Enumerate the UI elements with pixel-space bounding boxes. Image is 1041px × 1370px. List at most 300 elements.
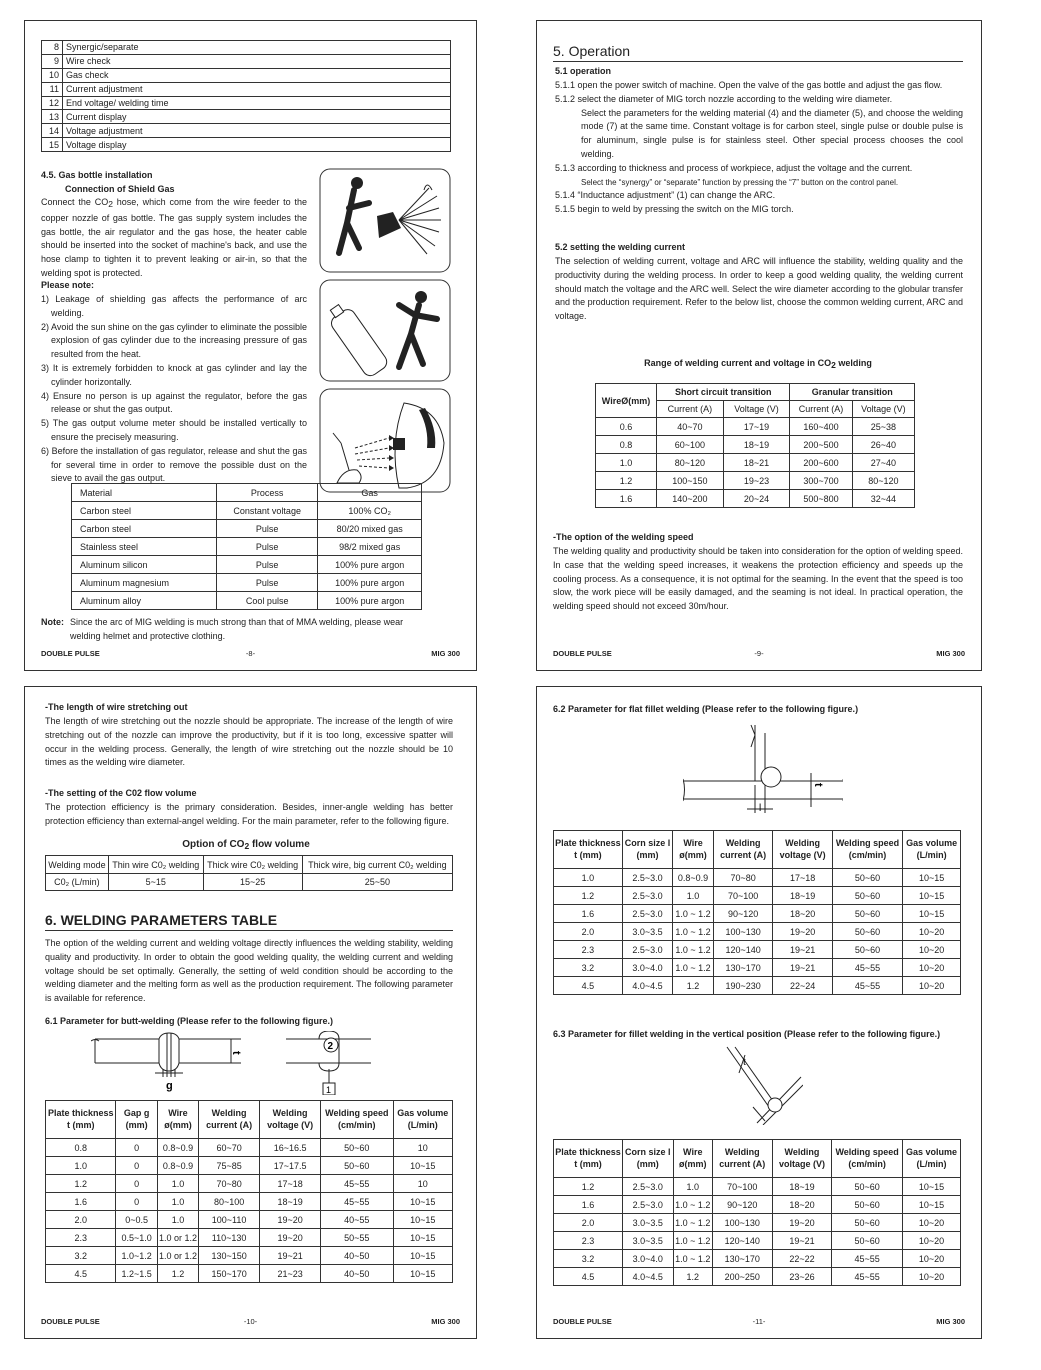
table-cell: 50~60	[832, 887, 902, 905]
table-cell: 18~19	[723, 436, 790, 454]
legend-number: 13	[42, 110, 63, 124]
note-item: 5) The gas output volume meter should be installed vertically to ensure the precisely measuring.	[41, 418, 307, 442]
table-cell: 1.0 or 1.2	[157, 1229, 198, 1247]
table-cell: 18~19	[773, 887, 832, 905]
table-cell: 27~40	[852, 454, 914, 472]
table-cell: 40~70	[657, 418, 724, 436]
table-subheader: Current (A)	[657, 401, 724, 418]
table-cell: 0	[116, 1175, 157, 1193]
table-cell: 17~17.5	[260, 1157, 321, 1175]
table-cell: 1.0~1.2	[116, 1247, 157, 1265]
table-cell: 1.0	[673, 887, 714, 905]
granular-header: Granular transition	[790, 384, 915, 401]
legend-row	[42, 110, 451, 124]
table-row	[46, 1175, 453, 1193]
page-11	[536, 686, 982, 1339]
legend-label: Voltage display	[63, 138, 451, 152]
page-number: -8-	[245, 649, 256, 658]
gas-paragraph: Connect the CO2 hose, which come from the wire feeder to the copper nozzle of gas bottle. The gas supply system includes the gas bottle, the air regulator and the gas hose, the heater cable should be inserted into the socket of machine's back, and use the hose clamp to tighten it to prevent leaking or air-in, so that the welding spot is protected.	[41, 197, 307, 278]
table-cell: 100% pure argon	[318, 592, 422, 610]
table-cell: 0.8	[46, 1139, 116, 1157]
table-cell: 10~20	[902, 1250, 960, 1268]
table-cell: 75~85	[199, 1157, 260, 1175]
table-cell: Pulse	[217, 520, 318, 538]
note-item: 4) Ensure no person is up against the regulator, before the gas release or shut the gas output.	[41, 390, 307, 415]
table-cell: 60~100	[657, 436, 724, 454]
please-note: Please note:	[41, 280, 95, 290]
legend-label: Gas check	[63, 68, 451, 82]
table-cell: 3.0~4.0	[622, 959, 673, 977]
table-row	[554, 941, 961, 959]
table-header: Gas volume (L/min)	[902, 1140, 960, 1178]
wire-header: WireØ(mm)	[596, 384, 657, 418]
wire-length-paragraph: The length of wire stretching out the nozzle should be appropriate. The increase of the length of wire stretching out of the nozzle can improve the productivity, but if it is too long, excessive spatter will occur in the welding process. Generally, the length of wire stretching out the nozzle should be 10 times as the welding wire diameter.	[45, 716, 453, 768]
table-cell: 5~15	[108, 874, 203, 891]
page-10	[24, 686, 477, 1339]
table-header: Welding speed (cm/min)	[832, 831, 902, 869]
table-cell: 1.0 ~ 1.2	[673, 941, 714, 959]
s52-heading: 5.2 setting the welding current	[555, 242, 686, 252]
table-row	[554, 1214, 961, 1232]
table-cell: 45~55	[832, 1250, 903, 1268]
table-cell: 50~60	[832, 1178, 903, 1196]
note-item: 3) It is extremely forbidden to knock at gas cylinder and lay the cylinder horizontally.	[41, 362, 307, 387]
table-cell: 0.8~0.9	[157, 1139, 198, 1157]
table-row	[554, 1268, 961, 1286]
table-cell: 100% pure argon	[318, 574, 422, 592]
wire-length-title: -The length of wire stretching out	[45, 702, 188, 712]
table-cell: 90~120	[712, 1196, 772, 1214]
footer-right: MIG 300	[431, 1317, 460, 1326]
table-cell: 80~120	[657, 454, 724, 472]
table-cell: 0.8~0.9	[673, 869, 714, 887]
vertical-fillet-table	[553, 1139, 961, 1286]
co2-flow-paragraph: The protection efficiency is the primary consideration. Besides, inner-angle welding has better protection efficiency than external-angel welding. For the main parameter, refer to the following figure.	[45, 802, 453, 826]
table-cell: 1.2	[554, 887, 623, 905]
notes-list	[41, 293, 307, 486]
s62-heading: 6.2 Parameter for flat fillet welding (Please refer to the following figure.)	[553, 704, 859, 714]
table-cell: 2.0	[46, 1211, 116, 1229]
table-cell: 1.0	[46, 1157, 116, 1175]
table-cell: 100% pure argon	[318, 556, 422, 574]
table-row	[554, 923, 961, 941]
table-cell: 0	[116, 1139, 157, 1157]
range-table-title: Range of welding current and voltage in CO2 welding	[644, 358, 872, 370]
table-row	[46, 1229, 453, 1247]
table-cell: 1.2	[673, 1268, 712, 1286]
table-cell: 19~20	[772, 1214, 832, 1232]
table-header: Thick wire, big current C0₂ welding	[302, 856, 452, 874]
table-cell: 18~19	[772, 1178, 832, 1196]
s51-heading: 5.1 operation	[555, 66, 612, 76]
legend-label: Current display	[63, 110, 451, 124]
fig-label-g: g	[166, 1080, 173, 1092]
table-header: Plate thickness t (mm)	[554, 831, 623, 869]
table-header: Welding voltage (V)	[772, 1140, 832, 1178]
table-header: Welding voltage (V)	[260, 1101, 321, 1139]
table-cell: 10~15	[393, 1157, 452, 1175]
table-row	[554, 1250, 961, 1268]
table-row	[46, 1193, 453, 1211]
table-cell: 4.5	[46, 1265, 116, 1283]
footer	[553, 1317, 965, 1326]
table-header: Thin wire C0₂ welding	[108, 856, 203, 874]
table-row	[554, 869, 961, 887]
legend-label: Synergic/separate	[63, 41, 451, 55]
table-cell: 1.0	[596, 454, 657, 472]
table-cell: Pulse	[217, 574, 318, 592]
cylinder-warning-illustration	[319, 279, 451, 382]
table-cell: 19~21	[260, 1247, 321, 1265]
table-cell: 10~15	[902, 1178, 960, 1196]
table-header: Welding voltage (V)	[773, 831, 832, 869]
table-cell: 1.2	[554, 1178, 623, 1196]
table-cell: 200~250	[712, 1268, 772, 1286]
table-cell: 70~80	[713, 869, 773, 887]
table-cell: 1.0	[673, 1178, 712, 1196]
butt-weld-table	[45, 1100, 453, 1283]
table-cell: 50~60	[832, 1196, 903, 1214]
flow-table	[45, 855, 453, 891]
table-cell: Pulse	[217, 538, 318, 556]
table-cell: 80~100	[199, 1193, 260, 1211]
table-cell: 1.2	[673, 977, 714, 995]
table-row	[72, 538, 422, 556]
table-cell: 0.8	[596, 436, 657, 454]
table-cell: Carbon steel	[72, 502, 217, 520]
table-cell: 100~150	[657, 472, 724, 490]
helmet-note: Note: Since the arc of MIG welding is much strong than that of MMA welding, please wear welding helmet and protective clothing.	[41, 617, 404, 641]
page-8	[24, 20, 477, 671]
fig-label-t: t	[812, 783, 824, 787]
table-cell: 50~55	[321, 1229, 394, 1247]
table-row	[554, 905, 961, 923]
table-cell: 300~700	[790, 472, 852, 490]
table-cell: 2.5~3.0	[622, 1196, 673, 1214]
table-row	[46, 1157, 453, 1175]
table-row	[596, 472, 915, 490]
table-cell: 100% CO₂	[318, 502, 422, 520]
legend-number: 15	[42, 138, 63, 152]
table-cell: 0~0.5	[116, 1211, 157, 1229]
legend-label: Wire check	[63, 54, 451, 68]
footer-left: DOUBLE PULSE	[41, 649, 100, 658]
table-cell: 50~60	[832, 941, 902, 959]
table-header: Welding mode	[46, 856, 109, 874]
table-cell: 98/2 mixed gas	[318, 538, 422, 556]
footer	[41, 649, 460, 658]
table-row	[46, 1211, 453, 1229]
table-row	[554, 959, 961, 977]
table-cell: 1.0 ~ 1.2	[673, 923, 714, 941]
table-cell: 100~130	[712, 1214, 772, 1232]
table-cell: 15~25	[203, 874, 302, 891]
table-cell: 22~22	[772, 1250, 832, 1268]
table-cell: 10~15	[393, 1211, 452, 1229]
table-cell: 100~110	[199, 1211, 260, 1229]
table-cell: 45~55	[832, 977, 902, 995]
table-row	[596, 490, 915, 508]
butt-weld-figure	[91, 1031, 421, 1095]
table-cell: 140~200	[657, 490, 724, 508]
table-cell: Aluminum silicon	[72, 556, 217, 574]
table-row	[72, 556, 422, 574]
table-cell: Cool pulse	[217, 592, 318, 610]
table-row	[554, 1178, 961, 1196]
table-cell: 1.0	[554, 869, 623, 887]
table-row	[46, 1247, 453, 1265]
legend-label: End voltage/ welding time	[63, 96, 451, 110]
table-cell: 120~140	[713, 941, 773, 959]
table-cell: Aluminum magnesium	[72, 574, 217, 592]
table-header: Wire ø(mm)	[157, 1101, 198, 1139]
table-header: Welding speed (cm/min)	[321, 1101, 394, 1139]
table-cell: Aluminum alloy	[72, 592, 217, 610]
table-header: Gas volume (L/min)	[903, 831, 961, 869]
footer-right: MIG 300	[936, 1317, 965, 1326]
legend-row	[42, 124, 451, 138]
fig-label-t: t	[743, 1057, 746, 1068]
table-cell: 2.5~3.0	[622, 1178, 673, 1196]
table-cell: 2.5~3.0	[622, 887, 673, 905]
short-circuit-header: Short circuit transition	[657, 384, 790, 401]
table-header: Plate thickness t (mm)	[46, 1101, 116, 1139]
table-cell: 3.0~3.5	[622, 1232, 673, 1250]
table-cell: 130~150	[199, 1247, 260, 1265]
table-cell: 45~55	[832, 959, 902, 977]
fig-label-1: 1	[326, 1085, 332, 1095]
table-row	[596, 436, 915, 454]
material-table	[71, 483, 422, 610]
table-cell: 0.6	[596, 418, 657, 436]
table-header: Gas	[318, 484, 422, 502]
table-cell: 2.5~3.0	[622, 869, 673, 887]
table-cell: 10~15	[903, 905, 961, 923]
section6-title: 6. WELDING PARAMETERS TABLE	[45, 912, 453, 931]
note-item: 2) Avoid the sun shine on the gas cylinder to eliminate the possible explosion of gas cylinder due to the increasing pressure of gas resulted from the heat.	[41, 321, 307, 360]
fig-label-l: l	[759, 803, 762, 814]
table-cell: 2.5~3.0	[622, 905, 673, 923]
table-row	[72, 574, 422, 592]
table-cell: 1.6	[554, 1196, 623, 1214]
table-cell: 20~24	[723, 490, 790, 508]
table-row	[554, 1196, 961, 1214]
table-cell: 17~18	[773, 869, 832, 887]
table-row	[46, 1265, 453, 1283]
table-cell: 10~15	[393, 1247, 452, 1265]
table-cell: 1.0	[157, 1211, 198, 1229]
table-header: Wire ø(mm)	[673, 1140, 712, 1178]
table-row	[596, 418, 915, 436]
page-9	[536, 20, 982, 671]
table-cell: 0	[116, 1193, 157, 1211]
table-cell: 10	[393, 1175, 452, 1193]
table-cell: 25~50	[302, 874, 452, 891]
legend-row	[42, 96, 451, 110]
table-cell: 200~600	[790, 454, 852, 472]
table-row	[554, 887, 961, 905]
table-cell: 1.2	[596, 472, 657, 490]
table-cell: 2.5~3.0	[622, 941, 673, 959]
section6-paragraph: The option of the welding current and welding voltage directly influences the welding stability, welding quality and productivity. In order to obtain the good welding quality, the welding current and welding voltage should be set optimally. Generally, the setting of weld condition should be according to the welding diameter and the melting form as well as the production requirement. The following parameter is available for reference.	[45, 938, 453, 1004]
table-cell: 60~70	[199, 1139, 260, 1157]
table-cell: 200~500	[790, 436, 852, 454]
table-cell: 22~24	[773, 977, 832, 995]
table-cell: 40~55	[321, 1211, 394, 1229]
legend-row	[42, 54, 451, 68]
note-item: 1) Leakage of shielding gas affects the performance of arc welding.	[41, 294, 307, 318]
table-cell: 10~20	[902, 1268, 960, 1286]
table-cell: 130~170	[713, 959, 773, 977]
flat-fillet-table	[553, 830, 961, 995]
table-cell: 110~130	[199, 1229, 260, 1247]
panel-legend-table	[41, 40, 451, 152]
table-cell: 45~55	[321, 1193, 394, 1211]
table-cell: 50~60	[832, 1214, 903, 1232]
table-row	[554, 977, 961, 995]
table-row	[72, 502, 422, 520]
table-cell: Constant voltage	[217, 502, 318, 520]
table-cell: 10~20	[903, 923, 961, 941]
table-header: Wire ø(mm)	[673, 831, 714, 869]
legend-label: Voltage adjustment	[63, 124, 451, 138]
table-cell: 70~80	[199, 1175, 260, 1193]
table-header: Welding speed (cm/min)	[832, 1140, 903, 1178]
note-item: 6) Before the installation of gas regulator, release and shut the gas for several time in order to remove the possible dust on the sieve to avail the gas output.	[41, 445, 307, 484]
table-cell: 45~55	[321, 1175, 394, 1193]
table-cell: 25~38	[852, 418, 914, 436]
table-header: Welding current (A)	[199, 1101, 260, 1139]
legend-label: Current adjustment	[63, 82, 451, 96]
table-header: Welding current (A)	[713, 831, 773, 869]
table-cell: 1.2	[157, 1265, 198, 1283]
table-header: Process	[217, 484, 318, 502]
table-cell: 1.0 ~ 1.2	[673, 959, 714, 977]
range-table	[595, 383, 915, 508]
table-subheader: Voltage (V)	[723, 401, 790, 418]
legend-row	[42, 138, 451, 152]
footer-left: DOUBLE PULSE	[41, 1317, 100, 1326]
s61-heading: 6.1 Parameter for butt-welding (Please refer to the following figure.)	[45, 1016, 334, 1026]
table-cell: 45~55	[832, 1268, 903, 1286]
table-cell: 10~20	[903, 959, 961, 977]
table-cell: 23~26	[772, 1268, 832, 1286]
legend-number: 10	[42, 68, 63, 82]
table-cell: 160~400	[790, 418, 852, 436]
gas-subtitle: Connection of Shield Gas	[65, 183, 175, 194]
operation-title: 5. Operation	[553, 43, 963, 62]
table-cell: 130~170	[712, 1250, 772, 1268]
table-cell: 18~20	[772, 1196, 832, 1214]
table-cell: 50~60	[321, 1157, 394, 1175]
table-cell: 1.6	[46, 1193, 116, 1211]
table-header: Thick wire C0₂ welding	[203, 856, 302, 874]
table-cell: 1.0	[157, 1193, 198, 1211]
table-cell: 120~140	[712, 1232, 772, 1250]
table-cell: 32~44	[852, 490, 914, 508]
table-subheader: Voltage (V)	[852, 401, 914, 418]
table-cell: 10~15	[393, 1193, 452, 1211]
table-cell: 1.0 or 1.2	[157, 1247, 198, 1265]
table-cell: 19~20	[260, 1211, 321, 1229]
table-cell: 1.0 ~ 1.2	[673, 1196, 712, 1214]
table-cell: 4.5	[554, 977, 623, 995]
legend-row	[42, 41, 451, 55]
table-cell: 2.0	[554, 923, 623, 941]
table-cell: 40~50	[321, 1265, 394, 1283]
table-cell: Pulse	[217, 556, 318, 574]
table-cell: 3.0~3.5	[622, 923, 673, 941]
table-cell: Carbon steel	[72, 520, 217, 538]
footer-left: DOUBLE PULSE	[553, 649, 612, 658]
table-cell: 2.3	[554, 941, 623, 959]
table-cell: 3.2	[554, 959, 623, 977]
gas-title: 4.5. Gas bottle installation	[41, 170, 153, 180]
table-header: Material	[72, 484, 217, 502]
page-number: -9-	[754, 649, 764, 658]
table-cell: 70~100	[713, 887, 773, 905]
table-cell: 1.6	[596, 490, 657, 508]
table-cell: 3.0~4.0	[622, 1250, 673, 1268]
table-row	[72, 520, 422, 538]
table-header: Gap g (mm)	[116, 1101, 157, 1139]
operation-steps: 5.1.1 open the power switch of machine. Open the valve of the gas bottle and adjust the gas flow. 5.1.2 select the diameter of MIG torch nozzle according to the welding wire diameter. Select the parameters for the welding material (4) and the diameter (5), and choose the welding mode (7) at the same time. Constant voltage is for carbon steel, single pulse or double pulse is for aluminum, single pulse is for stainless steel. Other special process chooses the cool welding. 5.1.3 according to thickness and process of workpiece, adjust the voltage and the current. Select the “synergy” or “separate” function by pressing the “7” button on the control panel. 5.1.4 “Inductance adjustment” (1) can change the ARC. 5.1.5 begin to weld by pressing the switch on the MIG torch.	[555, 80, 963, 215]
table-cell: 10~15	[903, 869, 961, 887]
table-cell: 18~19	[260, 1193, 321, 1211]
table-cell: 26~40	[852, 436, 914, 454]
table-cell: 50~60	[832, 923, 902, 941]
table-header: Corn size l (mm)	[622, 1140, 673, 1178]
table-cell: 16~16.5	[260, 1139, 321, 1157]
page-number: -10-	[243, 1317, 258, 1326]
table-cell: 10~20	[902, 1232, 960, 1250]
speed-paragraph: The welding quality and productivity should be taken into consideration for the option of welding speed. In case that the welding speed increases, it weakens the protection efficiency and speeds up the cooling process. As a consequence, it is not optimal for the seaming. In the event that the speed is too slow, the work piece will be easily damaged, and the seaming is not ideal. In practical operation, the welding speed should not exceed 30m/hour.	[553, 546, 963, 612]
table-cell: 10~15	[902, 1196, 960, 1214]
table-cell: 10~15	[903, 887, 961, 905]
table-cell: 1.0 ~ 1.2	[673, 905, 714, 923]
table-header: Welding current (A)	[712, 1140, 772, 1178]
table-cell: 2.0	[554, 1214, 623, 1232]
table-cell: 10~20	[903, 977, 961, 995]
table-cell: 150~170	[199, 1265, 260, 1283]
table-cell: 3.2	[46, 1247, 116, 1265]
table-cell: 10~15	[393, 1229, 452, 1247]
table-cell: 70~100	[712, 1178, 772, 1196]
table-cell: 4.0~4.5	[622, 977, 673, 995]
table-cell: 500~800	[790, 490, 852, 508]
s52-paragraph: The selection of welding current, voltage and ARC will influence the stability, welding quality and the productivity during the welding process. In order to keep a good welding quality, the welding current should match the voltage and the ARC well. Select the wire diameter according to the globular transfer and the production requirement. Refer to the below list, choose the common welding current, ARC and voltage.	[555, 256, 963, 322]
table-cell: 1.2~1.5	[116, 1265, 157, 1283]
table-cell: 1.6	[554, 905, 623, 923]
table-row	[596, 454, 915, 472]
vertical-fillet-figure	[723, 1045, 803, 1125]
table-cell: 19~23	[723, 472, 790, 490]
co2-flow-title: -The setting of the C02 flow volume	[45, 788, 197, 798]
gas-spray-warning-illustration	[319, 168, 451, 273]
table-cell: 10~20	[902, 1214, 960, 1232]
flow-table-title: Option of $CO_2$ flow volume	[182, 839, 310, 851]
footer-left: DOUBLE PULSE	[553, 1317, 612, 1326]
footer-right: MIG 300	[936, 649, 965, 658]
legend-row	[42, 82, 451, 96]
table-cell: 1.2	[46, 1175, 116, 1193]
table-cell: 1.0 ~ 1.2	[673, 1232, 712, 1250]
table-row	[72, 592, 422, 610]
table-header: Corn size l (mm)	[622, 831, 673, 869]
fig-label-t: t	[230, 1051, 242, 1055]
legend-number: 12	[42, 96, 63, 110]
table-cell: 3.2	[554, 1250, 623, 1268]
